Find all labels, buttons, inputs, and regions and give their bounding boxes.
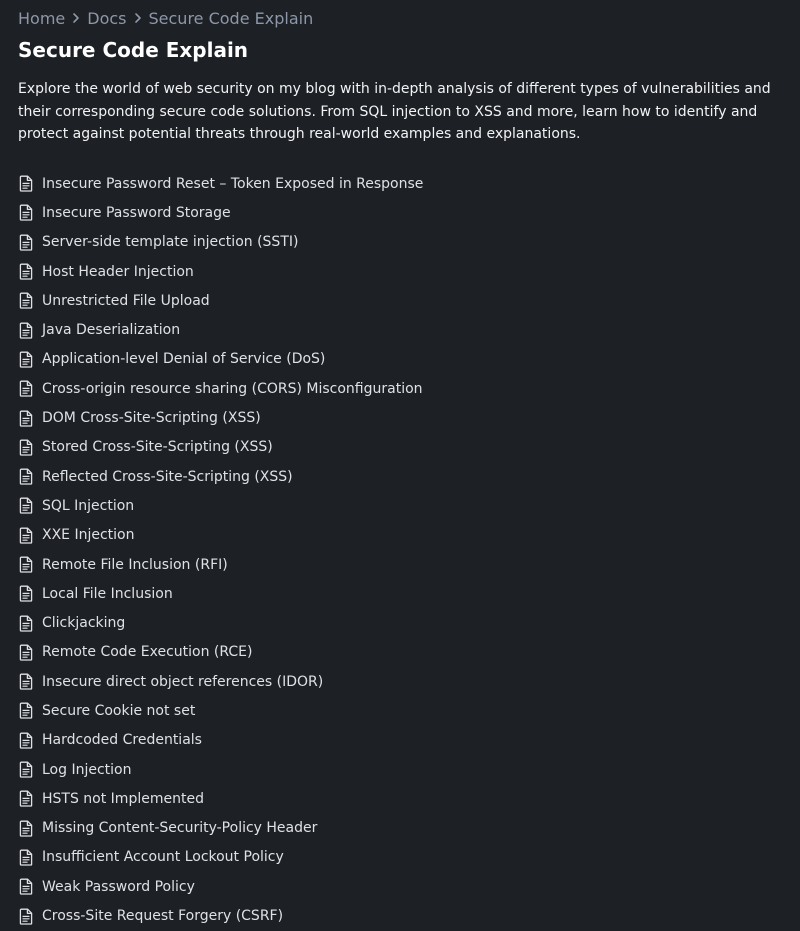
document-icon — [18, 673, 34, 691]
document-icon — [18, 468, 34, 486]
document-icon — [18, 731, 34, 749]
document-icon — [18, 350, 34, 368]
document-icon — [18, 702, 34, 720]
doc-link-label: XXE Injection — [42, 527, 135, 544]
document-icon — [18, 497, 34, 515]
doc-list-item[interactable] — [0, 726, 800, 755]
doc-link-label: Application-level Denial of Service (DoS) — [42, 351, 326, 368]
doc-link-label: Weak Password Policy — [42, 878, 195, 895]
document-icon — [18, 380, 34, 398]
breadcrumb-docs-link[interactable]: Docs — [87, 8, 127, 28]
document-icon — [18, 761, 34, 779]
document-icon — [18, 585, 34, 603]
breadcrumb-home-link[interactable]: Home — [18, 8, 66, 28]
chevron-right-icon — [129, 12, 147, 24]
doc-list-item[interactable] — [0, 550, 800, 579]
doc-link-label: Stored Cross-Site-Scripting (XSS) — [42, 439, 273, 456]
document-icon — [18, 263, 34, 281]
doc-list-item[interactable] — [0, 608, 800, 637]
doc-link-label: Secure Cookie not set — [42, 702, 196, 719]
page-title: Secure Code Explain — [18, 38, 249, 62]
doc-list-item[interactable] — [0, 345, 800, 374]
doc-list — [0, 169, 800, 931]
doc-link-label: Clickjacking — [42, 615, 126, 632]
doc-link-label: Remote File Inclusion (RFI) — [42, 556, 228, 573]
document-icon — [18, 848, 34, 866]
doc-list-item[interactable] — [0, 579, 800, 608]
breadcrumb — [18, 8, 313, 28]
doc-list-item[interactable] — [0, 169, 800, 198]
doc-link-label: SQL Injection — [42, 497, 135, 514]
doc-list-item[interactable] — [0, 667, 800, 696]
document-icon — [18, 409, 34, 427]
document-icon — [18, 204, 34, 222]
chevron-right-icon — [67, 12, 85, 24]
doc-link-label: Missing Content-Security-Policy Header — [42, 820, 318, 837]
doc-list-item[interactable] — [0, 872, 800, 901]
doc-link-label: Java Deserialization — [42, 322, 181, 339]
doc-link-label: Insecure direct object references (IDOR) — [42, 673, 324, 690]
document-icon — [18, 878, 34, 896]
doc-link-label: Insufficient Account Lockout Policy — [42, 849, 284, 866]
doc-list-item[interactable] — [0, 521, 800, 550]
doc-link-label: Hardcoded Credentials — [42, 732, 202, 749]
doc-list-item[interactable] — [0, 843, 800, 872]
doc-list-item[interactable] — [0, 433, 800, 462]
doc-link-label: Server-side template injection (SSTI) — [42, 234, 299, 251]
doc-list-item[interactable] — [0, 315, 800, 344]
doc-link-label: HSTS not Implemented — [42, 790, 204, 807]
document-icon — [18, 526, 34, 544]
document-icon — [18, 233, 34, 251]
doc-list-item[interactable] — [0, 901, 800, 930]
document-icon — [18, 321, 34, 339]
doc-list-item[interactable] — [0, 286, 800, 315]
doc-list-item[interactable] — [0, 198, 800, 227]
doc-list-item[interactable] — [0, 755, 800, 784]
doc-list-item[interactable] — [0, 491, 800, 520]
doc-link-label: Insecure Password Storage — [42, 204, 231, 221]
doc-list-item[interactable] — [0, 228, 800, 257]
doc-list-item[interactable] — [0, 638, 800, 667]
doc-list-item[interactable] — [0, 403, 800, 432]
document-icon — [18, 819, 34, 837]
doc-link-label: DOM Cross-Site-Scripting (XSS) — [42, 410, 261, 427]
doc-link-label: Unrestricted File Upload — [42, 292, 210, 309]
doc-list-item[interactable] — [0, 462, 800, 491]
doc-list-item[interactable] — [0, 814, 800, 843]
document-icon — [18, 438, 34, 456]
document-icon — [18, 643, 34, 661]
breadcrumb-current: Secure Code Explain — [148, 8, 314, 28]
doc-list-item[interactable] — [0, 696, 800, 725]
doc-link-label: Local File Inclusion — [42, 585, 173, 602]
doc-link-label: Insecure Password Reset – Token Exposed in Response — [42, 175, 424, 192]
document-icon — [18, 292, 34, 310]
doc-link-label: Cross-Site Request Forgery (CSRF) — [42, 908, 284, 925]
document-icon — [18, 907, 34, 925]
doc-link-label: Remote Code Execution (RCE) — [42, 644, 253, 661]
doc-list-item[interactable] — [0, 784, 800, 813]
doc-link-label: Log Injection — [42, 761, 132, 778]
document-icon — [18, 614, 34, 632]
doc-list-item[interactable] — [0, 257, 800, 286]
document-icon — [18, 790, 34, 808]
doc-link-label: Host Header Injection — [42, 263, 194, 280]
page-intro: Explore the world of web security on my blog with in-depth analysis of different types of vulnerabilities and their corresponding secure code solutions. From SQL injection to XSS and more, learn how to identify and protect against potential threats through real-world examples and explanations. — [18, 81, 771, 142]
document-icon — [18, 556, 34, 574]
doc-link-label: Cross-origin resource sharing (CORS) Misconfiguration — [42, 380, 423, 397]
document-icon — [18, 175, 34, 193]
doc-list-item[interactable] — [0, 374, 800, 403]
doc-link-label: Reflected Cross-Site-Scripting (XSS) — [42, 468, 293, 485]
